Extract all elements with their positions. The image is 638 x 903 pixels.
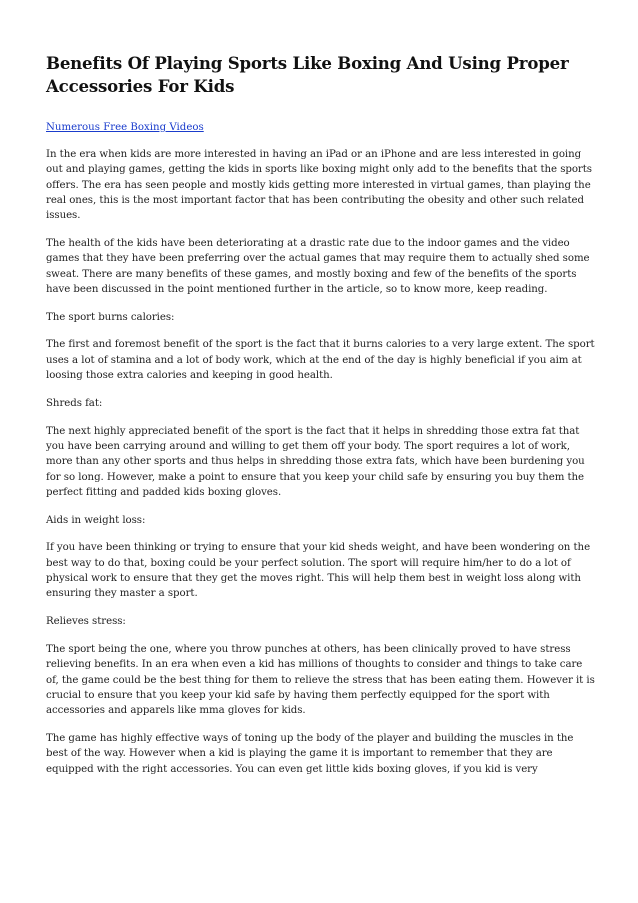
- toning-paragraph: The game has highly effective ways of toning up the body of the player and building the muscles in the best of the way. However when a kid is playing the game it is important to remember that they are equipped with the right accessories. You can even get little kids boxing gloves, if you kid is very: [46, 732, 574, 775]
- section-heading-stress: Relieves stress:: [46, 616, 126, 628]
- boxing-videos-link[interactable]: Numerous Free Boxing Videos: [46, 122, 204, 133]
- weight-loss-paragraph: If you have been thinking or trying to ensure that your kid sheds weight, and have been wondering on the best way to do that, boxing could be your perfect solution. The sport will require him/her to do a lot of physical work to ensure that they get the moves right. This will help them best in weight loss along with ensuring they master a sport.: [46, 542, 591, 600]
- section-heading-weight-loss: Aids in weight loss:: [46, 514, 146, 526]
- section-heading-calories: The sport burns calories:: [46, 311, 175, 323]
- stress-paragraph: The sport being the one, where you throw punches at others, has been clinically proved to have stress relieving benefits. In an era when even a kid has millions of thoughts to consider and things to take care of, the game could be the best thing for them to relieve the stress that has been eating them. However it is crucial to ensure that you keep your kid safe by having them perfectly equipped for the sport with accessories and apparels like mma gloves for kids.: [46, 643, 595, 717]
- page-title: Benefits Of Playing Sports Like Boxing And Using Proper Accessories For Kids: [46, 53, 569, 96]
- article: [46, 52, 596, 789]
- fat-paragraph: The next highly appreciated benefit of the sport is the fact that it helps in shredding those extra fat that you have been carrying around and willing to get them off your body. The sport requires a lot of work, more than any other sports and thus helps in shredding those extra fats, which have been burdening you for so long. However, make a point to ensure that you keep your child safe by ensuring you buy them the perfect fitting and padded kids boxing gloves.: [46, 425, 585, 498]
- health-paragraph: The health of the kids have been deteriorating at a drastic rate due to the indoor games and the video games that they have been preferring over the actual games that may require them to actually shed some sweat. There are many benefits of these games, and mostly boxing and few of the benefits of the sports have been discussed in the point mentioned further in the article, so to know more, keep reading.: [46, 237, 590, 295]
- section-heading-fat: Shreds fat:: [46, 397, 103, 409]
- calories-paragraph: The first and foremost benefit of the sport is the fact that it burns calories to a very large extent. The sport uses a lot of stamina and a lot of body work, which at the end of the day is highly beneficial if you aim at loosing those extra calories and keeping in good health.: [46, 339, 595, 382]
- intro-paragraph: In the era when kids are more interested in having an iPad or an iPhone and are less interested in going out and playing games, getting the kids in sports like boxing might only add to the benefits that the sports offers. The era has seen people and mostly kids getting more interested in virtual games, than playing the real ones, this is the most important factor that has been contributing the obesity and other such related issues.: [46, 149, 592, 222]
